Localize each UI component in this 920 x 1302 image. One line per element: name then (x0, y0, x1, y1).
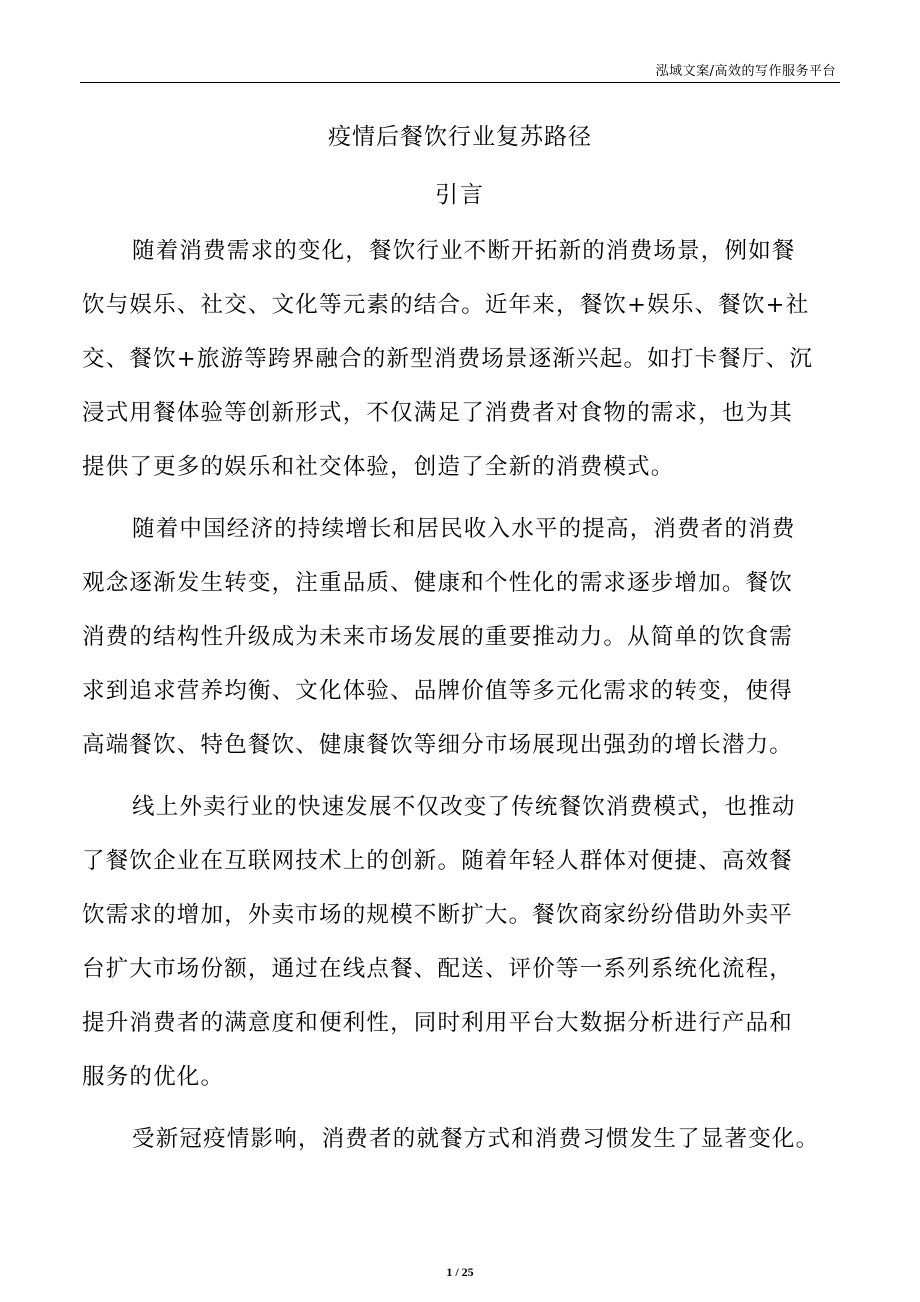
paragraph-line: 交、餐饮+旅游等跨界融合的新型消费场景逐渐兴起。如打卡餐厅、沉 (82, 346, 814, 372)
document-title: 疫情后餐饮行业复苏路径 (328, 124, 592, 150)
paragraph (82, 224, 842, 494)
paragraph (82, 502, 842, 772)
paragraph-line: 浸式用餐体验等创新形式，不仅满足了消费者对食物的需求，也为其 (82, 400, 794, 426)
paragraph-line: 提供了更多的娱乐和社交体验，创造了全新的消费模式。 (82, 454, 675, 480)
section-heading: 引言 (435, 182, 485, 208)
paragraph-line: 了餐饮企业在互联网技术上的创新。随着年轻人群体对便捷、高效餐 (82, 848, 794, 874)
paragraph-line: 随着消费需求的变化，餐饮行业不断开拓新的消费场景，例如餐 (132, 238, 796, 264)
page-number: 1 / 25 (446, 1265, 474, 1279)
paragraph-line: 观念逐渐发生转变，注重品质、健康和个性化的需求逐步增加。餐饮 (82, 570, 794, 596)
paragraph-line: 饮与娱乐、社交、文化等元素的结合。近年来，餐饮+娱乐、餐饮+社 (82, 292, 810, 318)
paragraph-line: 提升消费者的满意度和便利性，同时利用平台大数据分析进行产品和 (82, 1010, 794, 1036)
paragraph-line: 饮需求的增加，外卖市场的规模不断扩大。餐饮商家纷纷借助外卖平 (82, 902, 794, 928)
paragraph-line: 高端餐饮、特色餐饮、健康餐饮等细分市场展现出强劲的增长潜力。 (82, 732, 794, 758)
paragraph-line: 消费的结构性升级成为未来市场发展的重要推动力。从简单的饮食需 (82, 624, 794, 650)
paragraph-line: 台扩大市场份额，通过在线点餐、配送、评价等一系列系统化流程， (82, 956, 794, 982)
paragraph-line: 随着中国经济的持续增长和居民收入水平的提高，消费者的消费 (132, 516, 796, 542)
paragraph (82, 780, 842, 1104)
document-body (82, 224, 842, 1166)
paragraph (82, 1112, 842, 1166)
header-text: 泓域文案/高效的写作服务平台 (655, 64, 836, 79)
paragraph-line: 线上外卖行业的快速发展不仅改变了传统餐饮消费模式，也推动 (132, 794, 796, 820)
paragraph-line: 受新冠疫情影响，消费者的就餐方式和消费习惯发生了显著变化。 (132, 1126, 820, 1152)
paragraph-line: 服务的优化。 (82, 1064, 225, 1090)
paragraph-line: 求到追求营养均衡、文化体验、品牌价值等多元化需求的转变，使得 (82, 678, 794, 704)
header-divider (80, 82, 840, 83)
